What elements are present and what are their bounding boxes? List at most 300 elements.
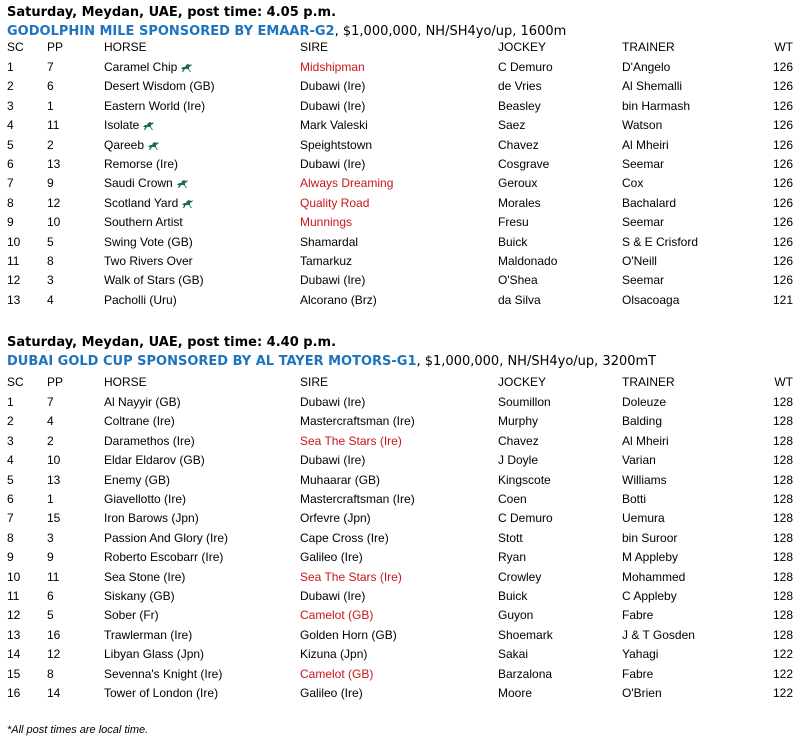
sire-cell-text: Golden Horn (GB) bbox=[300, 627, 397, 642]
jockey-cell bbox=[498, 194, 541, 213]
weight-cell-text: 126 bbox=[772, 60, 793, 74]
weight-cell-text: 128 bbox=[772, 627, 793, 642]
table-row bbox=[0, 213, 800, 232]
horse-cell-text: Siskany (GB) bbox=[104, 589, 175, 603]
weight-cell-text: 128 bbox=[772, 433, 793, 448]
pp-cell bbox=[47, 684, 60, 703]
horse-cell-text: Eldar Eldarov (GB) bbox=[104, 453, 205, 468]
sc-cell-text: 12 bbox=[7, 608, 21, 623]
horse-cell bbox=[104, 77, 215, 96]
weight-cell bbox=[773, 271, 793, 290]
jockey-cell bbox=[498, 116, 525, 135]
sc-cell-text: 4 bbox=[7, 118, 14, 133]
jockey-cell bbox=[498, 252, 557, 271]
weight-cell-text: 128 bbox=[772, 414, 793, 429]
horse-cell-text: Libyan Glass (Jpn) bbox=[104, 647, 205, 662]
trainer-cell-text: Al Shemalli bbox=[622, 79, 683, 94]
trainer-cell bbox=[622, 58, 670, 77]
table-row bbox=[0, 626, 800, 645]
weight-cell bbox=[773, 136, 793, 155]
pp-cell bbox=[47, 233, 54, 252]
sire-cell bbox=[300, 412, 415, 431]
table-row bbox=[0, 568, 800, 587]
trainer-cell-text: Balding bbox=[622, 414, 663, 429]
sire-cell bbox=[300, 97, 365, 116]
horse-cell-text: Remorse (Ire) bbox=[104, 157, 179, 171]
col-pp-header: PP bbox=[47, 40, 64, 54]
jockey-cell bbox=[498, 626, 553, 645]
pp-cell bbox=[47, 213, 60, 232]
jockey-cell bbox=[498, 97, 541, 116]
trainer-cell-text: Varian bbox=[622, 453, 656, 468]
trainer-cell-text: O'Brien bbox=[622, 686, 662, 700]
horse-cell bbox=[104, 233, 193, 252]
jockey-cell-text: Fresu bbox=[498, 215, 529, 230]
pp-cell-text: 2 bbox=[47, 433, 54, 448]
pp-cell-text: 15 bbox=[47, 511, 61, 526]
horse-cell bbox=[104, 58, 193, 79]
jockey-cell bbox=[498, 471, 551, 490]
pp-cell bbox=[47, 548, 54, 567]
sc-cell bbox=[7, 665, 20, 684]
jockey-cell bbox=[498, 291, 541, 310]
table-row bbox=[0, 174, 800, 193]
sc-cell-text: 6 bbox=[7, 157, 14, 171]
weight-cell bbox=[773, 606, 793, 625]
trainer-cell bbox=[622, 233, 698, 252]
horse-cell-text: Qareeb bbox=[104, 137, 145, 152]
pp-cell bbox=[47, 174, 54, 193]
jockey-cell-text: Geroux bbox=[498, 176, 538, 191]
horse-cell bbox=[104, 213, 183, 232]
horse-cell bbox=[104, 509, 199, 528]
pp-cell-text: 11 bbox=[47, 118, 60, 133]
trainer-cell bbox=[622, 471, 667, 490]
pp-cell bbox=[47, 291, 54, 310]
weight-cell bbox=[773, 471, 793, 490]
trainer-cell-text: D'Angelo bbox=[622, 60, 671, 74]
weight-cell-text: 128 bbox=[772, 589, 793, 603]
col-trainer-header: TRAINER bbox=[622, 375, 675, 389]
pp-cell bbox=[47, 58, 54, 77]
horse-cell-text: Tower of London (Ire) bbox=[104, 686, 219, 700]
horse-cell bbox=[104, 548, 223, 567]
sc-cell-text: 3 bbox=[7, 433, 14, 448]
jockey-cell bbox=[498, 271, 538, 290]
trainer-cell bbox=[622, 174, 643, 193]
horse-cell-text: Trawlerman (Ire) bbox=[104, 627, 193, 642]
sire-cell bbox=[300, 77, 365, 96]
horse-cell-text: Daramethos (Ire) bbox=[104, 433, 195, 448]
jockey-cell-text: J Doyle bbox=[498, 453, 539, 468]
jockey-cell bbox=[498, 665, 552, 684]
horse-cell bbox=[104, 116, 155, 137]
sire-cell-text: Mark Valeski bbox=[300, 118, 368, 133]
col-sc-header: SC bbox=[7, 375, 24, 389]
pp-cell bbox=[47, 271, 54, 290]
trainer-cell bbox=[622, 490, 646, 509]
jockey-cell bbox=[498, 58, 553, 77]
sc-cell-text: 1 bbox=[7, 395, 14, 409]
horse-cell bbox=[104, 97, 205, 116]
sc-cell-text: 7 bbox=[7, 176, 14, 191]
pp-cell-text: 3 bbox=[47, 530, 54, 545]
race-name: DUBAI GOLD CUP SPONSORED BY AL TAYER MOTORS-G1 bbox=[7, 354, 417, 369]
weight-cell-text: 128 bbox=[772, 550, 793, 565]
horse-cell-text: Caramel Chip bbox=[104, 60, 178, 74]
horse-cell bbox=[104, 626, 192, 645]
pp-cell-text: 7 bbox=[47, 395, 54, 409]
race-post-line: Saturday, Meydan, UAE, post time: 4.05 p.m. bbox=[7, 5, 337, 20]
sire-cell-text: Dubawi (Ire) bbox=[300, 395, 366, 409]
weight-cell-text: 128 bbox=[772, 530, 793, 545]
jockey-cell bbox=[498, 568, 541, 587]
race-details: , $1,000,000, NH/SH4yo/up, 1600m bbox=[334, 24, 567, 39]
sc-cell-text: 8 bbox=[7, 195, 14, 210]
sire-cell-text: Alcorano (Brz) bbox=[300, 292, 377, 307]
pp-cell-text: 13 bbox=[47, 472, 61, 487]
jockey-cell-text: Ryan bbox=[498, 550, 527, 565]
sire-cell-text: Galileo (Ire) bbox=[300, 550, 363, 565]
pp-cell-text: 10 bbox=[47, 453, 61, 468]
weight-cell-text: 126 bbox=[772, 215, 793, 230]
weight-cell bbox=[773, 194, 793, 213]
weight-cell-text: 126 bbox=[772, 234, 793, 249]
pp-cell-text: 13 bbox=[47, 157, 61, 171]
trainer-cell-text: Uemura bbox=[622, 511, 665, 526]
table-row bbox=[0, 58, 800, 77]
pp-cell bbox=[47, 587, 54, 606]
pp-cell bbox=[47, 626, 60, 645]
sire-cell-text: Mastercraftsman (Ire) bbox=[300, 414, 415, 429]
weight-cell bbox=[773, 252, 793, 271]
pp-cell-text: 10 bbox=[47, 215, 61, 230]
trainer-cell-text: O'Neill bbox=[622, 254, 657, 268]
sire-cell bbox=[300, 606, 373, 625]
weight-cell bbox=[773, 77, 793, 96]
table-row bbox=[0, 684, 800, 703]
jockey-cell bbox=[498, 77, 542, 96]
pp-cell bbox=[47, 665, 54, 684]
table-row bbox=[0, 587, 800, 606]
trainer-cell bbox=[622, 77, 682, 96]
jockey-cell-text: Soumillon bbox=[498, 395, 551, 409]
sire-cell-text: Midshipman bbox=[300, 60, 365, 74]
sire-cell bbox=[300, 213, 352, 232]
sc-cell bbox=[7, 626, 20, 645]
trainer-cell-text: C Appleby bbox=[622, 589, 677, 603]
pp-cell bbox=[47, 568, 59, 587]
trainer-cell bbox=[622, 606, 653, 625]
table-row bbox=[0, 271, 800, 290]
trainer-cell bbox=[622, 97, 690, 116]
pp-cell-text: 5 bbox=[47, 234, 54, 249]
sire-cell-text: Shamardal bbox=[300, 234, 359, 249]
pp-cell-text: 11 bbox=[47, 569, 60, 584]
trainer-cell bbox=[622, 509, 665, 528]
trainer-cell-text: Al Mheiri bbox=[622, 433, 669, 448]
jockey-cell-text: C Demuro bbox=[498, 511, 553, 526]
jockey-cell-text: Buick bbox=[498, 234, 528, 249]
pp-cell-text: 16 bbox=[47, 627, 61, 642]
sire-cell bbox=[300, 509, 371, 528]
col-wt-header: WT bbox=[774, 40, 793, 54]
trainer-cell bbox=[622, 432, 669, 451]
horse-cell-text: Sevenna's Knight (Ire) bbox=[104, 666, 223, 681]
table-row bbox=[0, 194, 800, 213]
weight-cell bbox=[773, 568, 793, 587]
table-row bbox=[0, 393, 800, 412]
trainer-cell-text: Botti bbox=[622, 492, 647, 506]
horse-cell-text: Isolate bbox=[104, 118, 140, 133]
sc-cell bbox=[7, 58, 14, 77]
sire-cell bbox=[300, 194, 369, 213]
sc-cell bbox=[7, 451, 14, 470]
trainer-cell bbox=[622, 626, 695, 645]
jockey-cell-text: Chavez bbox=[498, 137, 539, 152]
sire-cell-text: Sea The Stars (Ire) bbox=[300, 433, 402, 448]
weight-cell-text: 126 bbox=[772, 79, 793, 94]
horse-cell bbox=[104, 271, 204, 290]
weight-cell bbox=[773, 155, 793, 174]
horse-cell bbox=[104, 174, 189, 195]
sire-cell bbox=[300, 490, 415, 509]
race-details: , $1,000,000, NH/SH4yo/up, 3200mT bbox=[416, 354, 657, 369]
sire-cell bbox=[300, 645, 367, 664]
sire-cell-text: Kizuna (Jpn) bbox=[300, 647, 368, 662]
sc-cell-text: 6 bbox=[7, 492, 14, 506]
jockey-cell bbox=[498, 174, 537, 193]
jockey-cell-text: Maldonado bbox=[498, 254, 558, 268]
sire-cell-text: Dubawi (Ire) bbox=[300, 273, 366, 288]
weight-cell-text: 126 bbox=[772, 157, 793, 171]
horse-cell bbox=[104, 490, 186, 509]
column-header-row bbox=[0, 373, 800, 392]
pp-cell bbox=[47, 116, 59, 135]
jockey-cell-text: Stott bbox=[498, 530, 523, 545]
trainer-cell-text: Seemar bbox=[622, 273, 665, 288]
sc-cell-text: 13 bbox=[7, 627, 21, 642]
trainer-cell-text: M Appleby bbox=[622, 550, 679, 565]
sc-cell-text: 8 bbox=[7, 530, 14, 545]
horse-cell-text: Enemy (GB) bbox=[104, 472, 171, 487]
weight-cell-text: 126 bbox=[772, 98, 793, 113]
jockey-cell bbox=[498, 432, 539, 451]
horse-cell-text: Iron Barows (Jpn) bbox=[104, 511, 199, 526]
jockey-cell bbox=[498, 645, 528, 664]
trainer-cell bbox=[622, 213, 664, 232]
sire-cell-text: Munnings bbox=[300, 215, 353, 230]
weight-cell bbox=[773, 432, 793, 451]
jockey-cell-text: Kingscote bbox=[498, 472, 551, 487]
sire-cell bbox=[300, 252, 352, 271]
trainer-cell-text: Bachalard bbox=[622, 195, 677, 210]
sc-cell bbox=[7, 393, 14, 412]
table-row bbox=[0, 77, 800, 96]
trainer-cell-text: Doleuze bbox=[622, 395, 667, 409]
sire-cell-text: Camelot (GB) bbox=[300, 666, 374, 681]
pp-cell-text: 4 bbox=[47, 414, 54, 429]
sire-cell bbox=[300, 665, 373, 684]
weight-cell bbox=[773, 684, 793, 703]
weight-cell-text: 126 bbox=[772, 137, 793, 152]
weight-cell-text: 128 bbox=[772, 453, 793, 468]
jockey-cell-text: Morales bbox=[498, 195, 541, 210]
sc-cell bbox=[7, 291, 20, 310]
sire-cell-text: Quality Road bbox=[300, 195, 370, 210]
trainer-cell bbox=[622, 587, 677, 606]
trainer-cell-text: Al Mheiri bbox=[622, 137, 669, 152]
jockey-cell-text: Cosgrave bbox=[498, 157, 550, 171]
horse-cell-text: Al Nayyir (GB) bbox=[104, 395, 181, 409]
sire-cell bbox=[300, 233, 358, 252]
horse-cell bbox=[104, 471, 170, 490]
sire-cell-text: Tamarkuz bbox=[300, 254, 353, 268]
sc-cell-text: 12 bbox=[7, 273, 21, 288]
sc-cell bbox=[7, 194, 14, 213]
horse-cell bbox=[104, 412, 175, 431]
pp-cell bbox=[47, 393, 54, 412]
table-row bbox=[0, 97, 800, 116]
horse-cell-text: Sober (Fr) bbox=[104, 608, 159, 623]
pp-cell-text: 5 bbox=[47, 608, 54, 623]
weight-cell bbox=[773, 548, 793, 567]
sc-cell-text: 1 bbox=[7, 60, 14, 74]
pp-cell bbox=[47, 645, 60, 664]
weight-cell-text: 121 bbox=[772, 292, 793, 307]
jockey-cell bbox=[498, 548, 526, 567]
weight-cell bbox=[773, 393, 793, 412]
pp-cell-text: 6 bbox=[47, 79, 54, 94]
horse-cell bbox=[104, 645, 204, 664]
trainer-cell bbox=[622, 155, 664, 174]
weight-cell bbox=[773, 490, 793, 509]
horse-cell bbox=[104, 155, 178, 174]
pp-cell bbox=[47, 412, 54, 431]
col-jockey-header: JOCKEY bbox=[498, 40, 547, 54]
sc-cell bbox=[7, 174, 14, 193]
horse-cell-text: Saudi Crown bbox=[104, 176, 173, 191]
table-row bbox=[0, 136, 800, 155]
jockey-cell-text: Buick bbox=[498, 589, 528, 603]
horse-cell bbox=[104, 136, 160, 157]
horse-cell bbox=[104, 568, 185, 587]
table-row bbox=[0, 155, 800, 174]
pp-cell bbox=[47, 509, 60, 528]
sire-cell-text: Dubawi (Ire) bbox=[300, 157, 366, 171]
weight-cell-text: 126 bbox=[772, 195, 793, 210]
sc-cell-text: 15 bbox=[7, 666, 21, 681]
trainer-cell-text: Fabre bbox=[622, 666, 654, 681]
jockey-cell-text: da Silva bbox=[498, 292, 541, 307]
table-row bbox=[0, 645, 800, 664]
horse-cell bbox=[104, 587, 175, 606]
jockey-cell bbox=[498, 529, 523, 548]
race-post-line: Saturday, Meydan, UAE, post time: 4.40 p.m. bbox=[7, 335, 337, 350]
horse-cell bbox=[104, 194, 194, 215]
column-header-row bbox=[0, 38, 800, 57]
pp-cell-text: 2 bbox=[47, 137, 54, 152]
weight-cell bbox=[773, 451, 793, 470]
trainer-cell bbox=[622, 451, 656, 470]
sire-cell-text: Sea The Stars (Ire) bbox=[300, 569, 402, 584]
horse-cell bbox=[104, 529, 228, 548]
sc-cell bbox=[7, 77, 14, 96]
sire-cell bbox=[300, 116, 368, 135]
sire-cell-text: Camelot (GB) bbox=[300, 608, 374, 623]
jockey-cell-text: Murphy bbox=[498, 414, 539, 429]
sc-cell bbox=[7, 412, 14, 431]
horse-cell-text: Coltrane (Ire) bbox=[104, 414, 175, 429]
sc-cell bbox=[7, 606, 20, 625]
trainer-cell-text: Yahagi bbox=[622, 647, 659, 662]
sire-cell bbox=[300, 568, 402, 587]
weight-cell bbox=[773, 626, 793, 645]
sc-cell bbox=[7, 233, 20, 252]
jockey-cell bbox=[498, 136, 539, 155]
horse-cell bbox=[104, 252, 193, 271]
sire-cell-text: Galileo (Ire) bbox=[300, 686, 363, 700]
weight-cell bbox=[773, 174, 793, 193]
horse-cell-text: Sea Stone (Ire) bbox=[104, 569, 186, 584]
weight-cell-text: 128 bbox=[772, 472, 793, 487]
sc-cell bbox=[7, 213, 14, 232]
jockey-cell-text: Moore bbox=[498, 686, 533, 700]
horse-cell bbox=[104, 684, 218, 703]
horse-cell-text: Scotland Yard bbox=[104, 195, 179, 210]
sc-cell-text: 3 bbox=[7, 98, 14, 113]
sire-cell-text: Muhaarar (GB) bbox=[300, 472, 381, 487]
horse-cell-text: Pacholli (Uru) bbox=[104, 292, 177, 307]
weight-cell-text: 128 bbox=[772, 511, 793, 526]
race-title bbox=[7, 354, 656, 369]
weight-cell-text: 126 bbox=[772, 273, 793, 288]
horse-cell-text: Desert Wisdom (GB) bbox=[104, 79, 215, 94]
trainer-cell-text: Fabre bbox=[622, 608, 654, 623]
jockey-cell bbox=[498, 509, 553, 528]
pp-cell-text: 1 bbox=[47, 492, 54, 506]
trainer-cell-text: Mohammed bbox=[622, 569, 686, 584]
jockey-cell-text: Barzalona bbox=[498, 666, 553, 681]
weight-cell bbox=[773, 58, 793, 77]
sc-cell bbox=[7, 587, 19, 606]
jockey-cell-text: Shoemark bbox=[498, 627, 553, 642]
sc-cell-text: 10 bbox=[7, 569, 21, 584]
weight-cell bbox=[773, 233, 793, 252]
horse-cell bbox=[104, 393, 181, 412]
sire-cell bbox=[300, 529, 389, 548]
sc-cell-text: 7 bbox=[7, 511, 14, 526]
horse-cell-text: Two Rivers Over bbox=[104, 254, 193, 268]
sc-cell-text: 13 bbox=[7, 292, 21, 307]
sc-cell bbox=[7, 136, 14, 155]
sire-cell bbox=[300, 174, 393, 193]
weight-cell-text: 128 bbox=[772, 492, 793, 506]
pp-cell-text: 14 bbox=[47, 686, 61, 700]
jockey-cell-text: Chavez bbox=[498, 433, 539, 448]
trainer-cell-text: Seemar bbox=[622, 215, 665, 230]
trainer-cell bbox=[622, 548, 678, 567]
pp-cell-text: 12 bbox=[47, 647, 61, 662]
pp-cell-text: 8 bbox=[47, 254, 54, 268]
horse-cell bbox=[104, 432, 195, 451]
trainer-cell-text: Williams bbox=[622, 472, 667, 487]
weight-cell-text: 126 bbox=[772, 118, 793, 133]
horse-cell-text: Passion And Glory (Ire) bbox=[104, 530, 229, 545]
sire-cell bbox=[300, 626, 397, 645]
col-horse-header: HORSE bbox=[104, 375, 147, 389]
jockey-cell-text: Guyon bbox=[498, 608, 534, 623]
